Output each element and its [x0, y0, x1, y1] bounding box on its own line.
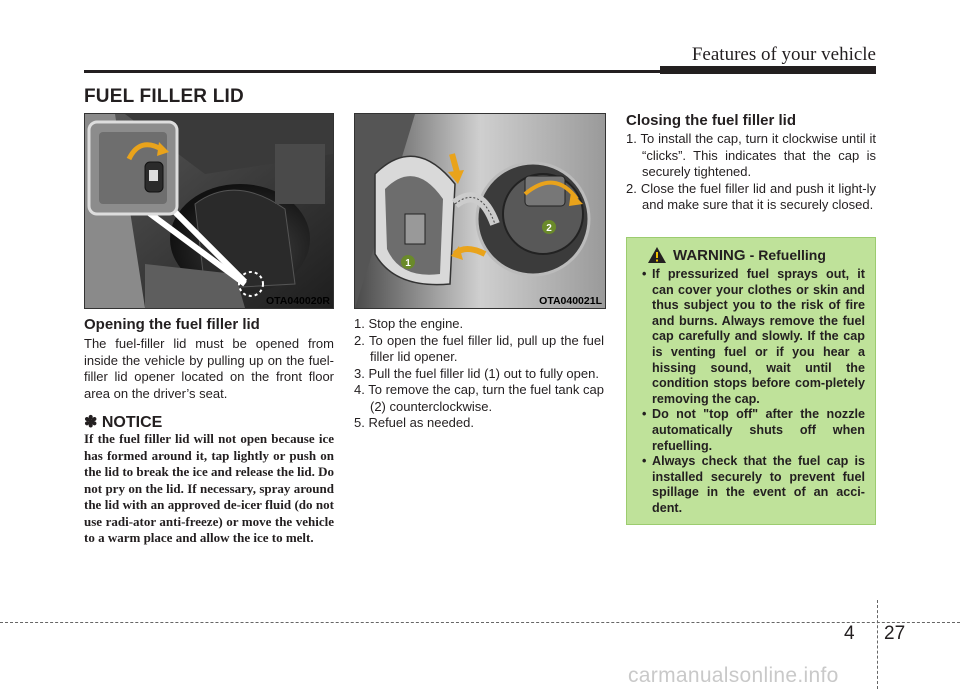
car-interior-illustration — [85, 114, 333, 308]
figure-fuel-filler-open — [354, 113, 606, 309]
notice-text: If the fuel filler lid will not open because ice has formed around it, tap lightly or push on the lid to break the ice and release the lid. Do not pry on the lid. If necessary, spray around the lid with an approved de-icer fluid (do not use radi-ator anti-freeze) or move the vehicle to a warm place and allow the ice to melt. — [84, 431, 334, 545]
footer-rule — [0, 622, 960, 623]
step-item: 3. Pull the fuel filler lid (1) out to fully open. — [354, 365, 599, 381]
warning-list — [637, 267, 865, 517]
opening-paragraph: The fuel-filler lid must be opened from inside the vehicle by pulling up on the fuel-filler lid opener located on the front floor area on the driver’s seat. — [84, 336, 334, 401]
step-item: 4. To remove the cap, turn the fuel tank cap (2) counterclockwise. — [354, 382, 604, 414]
opening-steps — [354, 316, 604, 432]
warning-subtitle: - Refuelling — [749, 246, 826, 263]
warning-item: • If pressurized fuel sprays out, it can cover your clothes or skin and thus subject you to the risk of fire and burns. Always remove the fuel cap carefully and slowly. If the cap is venting fuel or if you hear a hissing sound, wait until the condition stops before com-pletely removing the cap. — [642, 267, 865, 406]
warning-title: WARNING — [673, 246, 746, 264]
figure-code-left: OTA040020R — [265, 295, 330, 307]
closing-step-item: 1. To install the cap, turn it clockwise until it “clicks”. This indicates that the cap is securely tightened. — [626, 131, 876, 179]
callout-2: 2 — [546, 223, 552, 234]
watermark: carmanualsonline.info — [628, 664, 839, 687]
warning-box — [626, 237, 876, 525]
bullet: • — [642, 407, 647, 422]
notice-heading — [84, 412, 162, 432]
step-item: 5. Refuel as needed. — [354, 415, 474, 430]
warning-header — [647, 246, 865, 264]
notice-title: NOTICE — [101, 414, 163, 431]
step-item: 2. To open the fuel filler lid, pull up the fuel filler lid opener. — [354, 332, 604, 364]
footer-divider — [877, 600, 878, 689]
closing-step-item: 2. Close the fuel filler lid and push it light-ly and make sure that it is securely closed. — [626, 180, 876, 212]
bullet: • — [642, 267, 647, 281]
closing-steps — [626, 131, 876, 214]
figure-code-middle: OTA040021L — [539, 295, 602, 307]
warning-triangle-icon — [647, 246, 667, 264]
callout-1: 1 — [405, 258, 411, 269]
bullet: • — [642, 454, 647, 469]
step-item: 1. Stop the engine. — [354, 316, 464, 331]
page-title: FUEL FILLER LID — [84, 86, 244, 107]
fuel-filler-illustration — [355, 114, 605, 308]
page-number: 27 — [884, 623, 906, 644]
opening-heading: Opening the fuel filler lid — [84, 316, 260, 333]
running-header: Features of your vehicle — [691, 44, 876, 65]
figure-fuel-lid-opener — [84, 113, 334, 309]
closing-heading: Closing the fuel filler lid — [626, 112, 797, 129]
header-rule-accent — [660, 66, 876, 74]
warning-item: • Always check that the fuel cap is installed securely to prevent fuel spillage in the event of an acci-dent. — [642, 454, 865, 515]
warning-item: • Do not "top off" after the nozzle automatically shuts off when refuelling. — [642, 407, 865, 453]
chapter-number: 4 — [844, 623, 855, 644]
notice-symbol: ✽ — [84, 414, 98, 431]
